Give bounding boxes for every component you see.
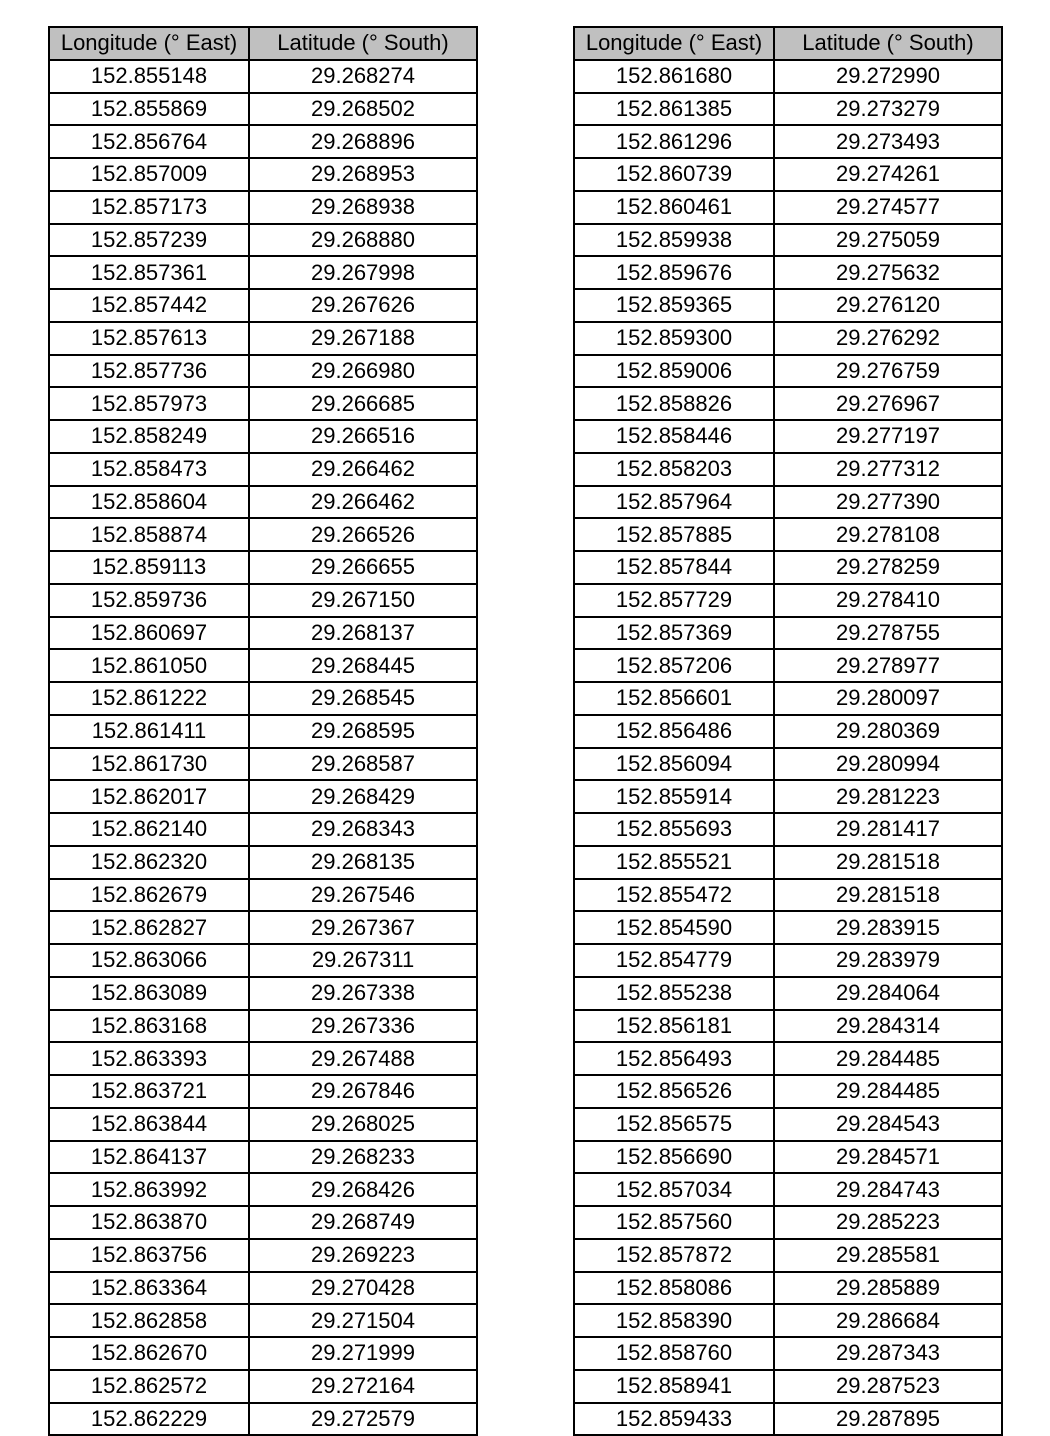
longitude-cell: 152.855914 <box>574 780 774 813</box>
latitude-cell: 29.267336 <box>249 1010 477 1043</box>
table-body <box>574 60 1002 1436</box>
table-row <box>49 1010 477 1043</box>
table-row <box>574 289 1002 322</box>
longitude-cell: 152.859300 <box>574 322 774 355</box>
latitude-cell: 29.278259 <box>774 551 1002 584</box>
table-row <box>49 1173 477 1206</box>
latitude-cell: 29.267311 <box>249 944 477 977</box>
latitude-cell: 29.274577 <box>774 191 1002 224</box>
longitude-cell: 152.858446 <box>574 420 774 453</box>
longitude-cell: 152.863168 <box>49 1010 249 1043</box>
table-row <box>49 322 477 355</box>
latitude-cell: 29.283979 <box>774 944 1002 977</box>
latitude-cell: 29.267846 <box>249 1075 477 1108</box>
latitude-cell: 29.276292 <box>774 322 1002 355</box>
longitude-cell: 152.862017 <box>49 780 249 813</box>
longitude-cell: 152.856094 <box>574 748 774 781</box>
table-row <box>49 944 477 977</box>
longitude-cell: 152.863870 <box>49 1206 249 1239</box>
longitude-cell: 152.863721 <box>49 1075 249 1108</box>
latitude-header: Latitude (° South) <box>249 27 477 60</box>
longitude-cell: 152.858086 <box>574 1272 774 1305</box>
longitude-cell: 152.856486 <box>574 715 774 748</box>
longitude-cell: 152.857729 <box>574 584 774 617</box>
longitude-cell: 152.863364 <box>49 1272 249 1305</box>
table-row <box>574 420 1002 453</box>
latitude-cell: 29.276759 <box>774 355 1002 388</box>
latitude-cell: 29.268749 <box>249 1206 477 1239</box>
latitude-cell: 29.267546 <box>249 879 477 912</box>
latitude-cell: 29.275632 <box>774 256 1002 289</box>
latitude-cell: 29.272990 <box>774 60 1002 93</box>
longitude-cell: 152.855869 <box>49 93 249 126</box>
latitude-cell: 29.266462 <box>249 453 477 486</box>
latitude-cell: 29.284064 <box>774 977 1002 1010</box>
longitude-cell: 152.857964 <box>574 486 774 519</box>
longitude-cell: 152.857560 <box>574 1206 774 1239</box>
longitude-cell: 152.857361 <box>49 256 249 289</box>
table-row <box>49 1370 477 1403</box>
latitude-cell: 29.268025 <box>249 1108 477 1141</box>
longitude-cell: 152.862858 <box>49 1304 249 1337</box>
latitude-cell: 29.267150 <box>249 584 477 617</box>
latitude-cell: 29.281518 <box>774 879 1002 912</box>
longitude-cell: 152.860739 <box>574 158 774 191</box>
table-row <box>574 1042 1002 1075</box>
longitude-cell: 152.854779 <box>574 944 774 977</box>
table-row <box>49 977 477 1010</box>
table-row <box>574 617 1002 650</box>
latitude-cell: 29.276967 <box>774 387 1002 420</box>
latitude-cell: 29.269223 <box>249 1239 477 1272</box>
longitude-cell: 152.861730 <box>49 748 249 781</box>
latitude-cell: 29.284743 <box>774 1173 1002 1206</box>
longitude-cell: 152.857239 <box>49 224 249 257</box>
latitude-cell: 29.285223 <box>774 1206 1002 1239</box>
table-row <box>49 453 477 486</box>
table-row <box>49 355 477 388</box>
latitude-cell: 29.268953 <box>249 158 477 191</box>
longitude-cell: 152.860697 <box>49 617 249 650</box>
table-body <box>49 60 477 1436</box>
latitude-cell: 29.281417 <box>774 813 1002 846</box>
longitude-cell: 152.857009 <box>49 158 249 191</box>
longitude-cell: 152.863089 <box>49 977 249 1010</box>
latitude-cell: 29.268426 <box>249 1173 477 1206</box>
latitude-cell: 29.281518 <box>774 846 1002 879</box>
longitude-cell: 152.857872 <box>574 1239 774 1272</box>
longitude-cell: 152.863393 <box>49 1042 249 1075</box>
latitude-cell: 29.278755 <box>774 617 1002 650</box>
latitude-cell: 29.286684 <box>774 1304 1002 1337</box>
table-row <box>49 1239 477 1272</box>
longitude-cell: 152.857173 <box>49 191 249 224</box>
longitude-cell: 152.856526 <box>574 1075 774 1108</box>
table-row <box>574 1370 1002 1403</box>
longitude-cell: 152.856181 <box>574 1010 774 1043</box>
latitude-cell: 29.277312 <box>774 453 1002 486</box>
latitude-cell: 29.273279 <box>774 93 1002 126</box>
latitude-cell: 29.284543 <box>774 1108 1002 1141</box>
table-row <box>49 93 477 126</box>
longitude-cell: 152.858874 <box>49 518 249 551</box>
table-row <box>49 224 477 257</box>
longitude-cell: 152.858249 <box>49 420 249 453</box>
latitude-cell: 29.283915 <box>774 911 1002 944</box>
table-row <box>49 387 477 420</box>
longitude-cell: 152.862320 <box>49 846 249 879</box>
table-row <box>49 584 477 617</box>
latitude-cell: 29.278410 <box>774 584 1002 617</box>
latitude-cell: 29.266462 <box>249 486 477 519</box>
table-row <box>574 1075 1002 1108</box>
latitude-cell: 29.266516 <box>249 420 477 453</box>
latitude-cell: 29.278977 <box>774 649 1002 682</box>
table-row <box>574 518 1002 551</box>
latitude-cell: 29.285581 <box>774 1239 1002 1272</box>
table-row <box>49 1272 477 1305</box>
table-row <box>574 715 1002 748</box>
longitude-cell: 152.863992 <box>49 1173 249 1206</box>
longitude-cell: 152.858203 <box>574 453 774 486</box>
table-row <box>574 224 1002 257</box>
latitude-cell: 29.267626 <box>249 289 477 322</box>
longitude-cell: 152.859736 <box>49 584 249 617</box>
longitude-cell: 152.858390 <box>574 1304 774 1337</box>
table-row <box>574 486 1002 519</box>
table-row <box>574 1010 1002 1043</box>
table-row <box>574 846 1002 879</box>
table-row <box>49 420 477 453</box>
longitude-cell: 152.855521 <box>574 846 774 879</box>
longitude-cell: 152.856764 <box>49 125 249 158</box>
latitude-cell: 29.268587 <box>249 748 477 781</box>
longitude-cell: 152.858826 <box>574 387 774 420</box>
latitude-cell: 29.277197 <box>774 420 1002 453</box>
longitude-cell: 152.858760 <box>574 1337 774 1370</box>
longitude-cell: 152.857034 <box>574 1173 774 1206</box>
table-row <box>49 486 477 519</box>
longitude-header: Longitude (° East) <box>574 27 774 60</box>
table-row <box>574 1272 1002 1305</box>
longitude-cell: 152.858473 <box>49 453 249 486</box>
table-row <box>574 1304 1002 1337</box>
longitude-cell: 152.861050 <box>49 649 249 682</box>
longitude-cell: 152.862229 <box>49 1403 249 1436</box>
table-row <box>49 125 477 158</box>
latitude-cell: 29.278108 <box>774 518 1002 551</box>
latitude-cell: 29.268429 <box>249 780 477 813</box>
longitude-cell: 152.859938 <box>574 224 774 257</box>
coordinate-table-left <box>48 26 478 1436</box>
longitude-cell: 152.859676 <box>574 256 774 289</box>
table-row <box>49 813 477 846</box>
longitude-cell: 152.859006 <box>574 355 774 388</box>
table-row <box>49 911 477 944</box>
longitude-cell: 152.857369 <box>574 617 774 650</box>
table-row <box>574 322 1002 355</box>
longitude-cell: 152.861296 <box>574 125 774 158</box>
latitude-cell: 29.276120 <box>774 289 1002 322</box>
latitude-cell: 29.268545 <box>249 682 477 715</box>
table-row <box>574 911 1002 944</box>
latitude-cell: 29.271504 <box>249 1304 477 1337</box>
latitude-cell: 29.268938 <box>249 191 477 224</box>
table-row <box>49 715 477 748</box>
longitude-cell: 152.859365 <box>574 289 774 322</box>
longitude-cell: 152.861222 <box>49 682 249 715</box>
table-row <box>574 879 1002 912</box>
longitude-cell: 152.857206 <box>574 649 774 682</box>
latitude-cell: 29.275059 <box>774 224 1002 257</box>
table-row <box>49 191 477 224</box>
table-row <box>574 1206 1002 1239</box>
longitude-cell: 152.858941 <box>574 1370 774 1403</box>
table-row <box>49 1108 477 1141</box>
table-row <box>49 1304 477 1337</box>
table-row <box>49 1403 477 1436</box>
table-row <box>49 1206 477 1239</box>
table-row <box>49 158 477 191</box>
latitude-cell: 29.287523 <box>774 1370 1002 1403</box>
latitude-cell: 29.284571 <box>774 1141 1002 1174</box>
table-row <box>49 617 477 650</box>
longitude-cell: 152.859433 <box>574 1403 774 1436</box>
table-row <box>574 453 1002 486</box>
table-row <box>49 551 477 584</box>
longitude-cell: 152.857973 <box>49 387 249 420</box>
table-row <box>49 1075 477 1108</box>
table-row <box>49 60 477 93</box>
table-row <box>574 93 1002 126</box>
table-row <box>574 387 1002 420</box>
longitude-cell: 152.863066 <box>49 944 249 977</box>
longitude-cell: 152.862572 <box>49 1370 249 1403</box>
latitude-cell: 29.281223 <box>774 780 1002 813</box>
longitude-cell: 152.861385 <box>574 93 774 126</box>
latitude-cell: 29.274261 <box>774 158 1002 191</box>
latitude-cell: 29.267367 <box>249 911 477 944</box>
table-row <box>49 1141 477 1174</box>
longitude-cell: 152.860461 <box>574 191 774 224</box>
latitude-header: Latitude (° South) <box>774 27 1002 60</box>
table-row <box>574 551 1002 584</box>
table-row <box>49 289 477 322</box>
latitude-cell: 29.267488 <box>249 1042 477 1075</box>
latitude-cell: 29.268233 <box>249 1141 477 1174</box>
latitude-cell: 29.285889 <box>774 1272 1002 1305</box>
latitude-cell: 29.287895 <box>774 1403 1002 1436</box>
table-row <box>49 518 477 551</box>
longitude-cell: 152.857613 <box>49 322 249 355</box>
table-row <box>574 60 1002 93</box>
table-row <box>574 780 1002 813</box>
latitude-cell: 29.268343 <box>249 813 477 846</box>
latitude-cell: 29.268274 <box>249 60 477 93</box>
table-row <box>574 977 1002 1010</box>
longitude-cell: 152.855238 <box>574 977 774 1010</box>
longitude-cell: 152.864137 <box>49 1141 249 1174</box>
latitude-cell: 29.287343 <box>774 1337 1002 1370</box>
latitude-cell: 29.268502 <box>249 93 477 126</box>
latitude-cell: 29.280097 <box>774 682 1002 715</box>
longitude-cell: 152.857844 <box>574 551 774 584</box>
latitude-cell: 29.284485 <box>774 1042 1002 1075</box>
longitude-cell: 152.862679 <box>49 879 249 912</box>
table-row <box>574 1239 1002 1272</box>
longitude-header: Longitude (° East) <box>49 27 249 60</box>
latitude-cell: 29.280994 <box>774 748 1002 781</box>
latitude-cell: 29.272579 <box>249 1403 477 1436</box>
longitude-cell: 152.863844 <box>49 1108 249 1141</box>
latitude-cell: 29.267188 <box>249 322 477 355</box>
longitude-cell: 152.856575 <box>574 1108 774 1141</box>
latitude-cell: 29.284314 <box>774 1010 1002 1043</box>
latitude-cell: 29.268896 <box>249 125 477 158</box>
longitude-cell: 152.861680 <box>574 60 774 93</box>
latitude-cell: 29.268880 <box>249 224 477 257</box>
longitude-cell: 152.863756 <box>49 1239 249 1272</box>
table-row <box>574 1173 1002 1206</box>
table-row <box>574 748 1002 781</box>
longitude-cell: 152.857885 <box>574 518 774 551</box>
longitude-cell: 152.858604 <box>49 486 249 519</box>
longitude-cell: 152.855148 <box>49 60 249 93</box>
longitude-cell: 152.856601 <box>574 682 774 715</box>
longitude-cell: 152.859113 <box>49 551 249 584</box>
table-row <box>574 813 1002 846</box>
table-row <box>574 355 1002 388</box>
longitude-cell: 152.862670 <box>49 1337 249 1370</box>
longitude-cell: 152.855693 <box>574 813 774 846</box>
table-row <box>574 584 1002 617</box>
table-row <box>49 748 477 781</box>
table-row <box>574 1403 1002 1436</box>
table-row <box>49 682 477 715</box>
longitude-cell: 152.862140 <box>49 813 249 846</box>
table-row <box>49 1042 477 1075</box>
longitude-cell: 152.861411 <box>49 715 249 748</box>
table-row <box>49 846 477 879</box>
latitude-cell: 29.267998 <box>249 256 477 289</box>
table-row <box>574 1108 1002 1141</box>
table-row <box>49 1337 477 1370</box>
latitude-cell: 29.272164 <box>249 1370 477 1403</box>
longitude-cell: 152.855472 <box>574 879 774 912</box>
longitude-cell: 152.857442 <box>49 289 249 322</box>
latitude-cell: 29.268445 <box>249 649 477 682</box>
table-row <box>574 256 1002 289</box>
latitude-cell: 29.266685 <box>249 387 477 420</box>
table-row <box>574 1337 1002 1370</box>
table-row <box>574 1141 1002 1174</box>
table-header-row <box>49 27 477 60</box>
table-row <box>49 649 477 682</box>
latitude-cell: 29.268135 <box>249 846 477 879</box>
latitude-cell: 29.271999 <box>249 1337 477 1370</box>
longitude-cell: 152.856493 <box>574 1042 774 1075</box>
table-header-row <box>574 27 1002 60</box>
longitude-cell: 152.856690 <box>574 1141 774 1174</box>
latitude-cell: 29.266980 <box>249 355 477 388</box>
longitude-cell: 152.854590 <box>574 911 774 944</box>
table-row <box>574 682 1002 715</box>
latitude-cell: 29.268137 <box>249 617 477 650</box>
latitude-cell: 29.277390 <box>774 486 1002 519</box>
table-row <box>574 649 1002 682</box>
latitude-cell: 29.267338 <box>249 977 477 1010</box>
table-row <box>574 191 1002 224</box>
table-row <box>49 879 477 912</box>
latitude-cell: 29.273493 <box>774 125 1002 158</box>
latitude-cell: 29.280369 <box>774 715 1002 748</box>
table-row <box>49 780 477 813</box>
latitude-cell: 29.284485 <box>774 1075 1002 1108</box>
table-row <box>574 944 1002 977</box>
coordinate-table-right <box>573 26 1003 1436</box>
table-row <box>574 125 1002 158</box>
table-row <box>49 256 477 289</box>
latitude-cell: 29.270428 <box>249 1272 477 1305</box>
latitude-cell: 29.268595 <box>249 715 477 748</box>
latitude-cell: 29.266526 <box>249 518 477 551</box>
latitude-cell: 29.266655 <box>249 551 477 584</box>
longitude-cell: 152.862827 <box>49 911 249 944</box>
table-row <box>574 158 1002 191</box>
longitude-cell: 152.857736 <box>49 355 249 388</box>
